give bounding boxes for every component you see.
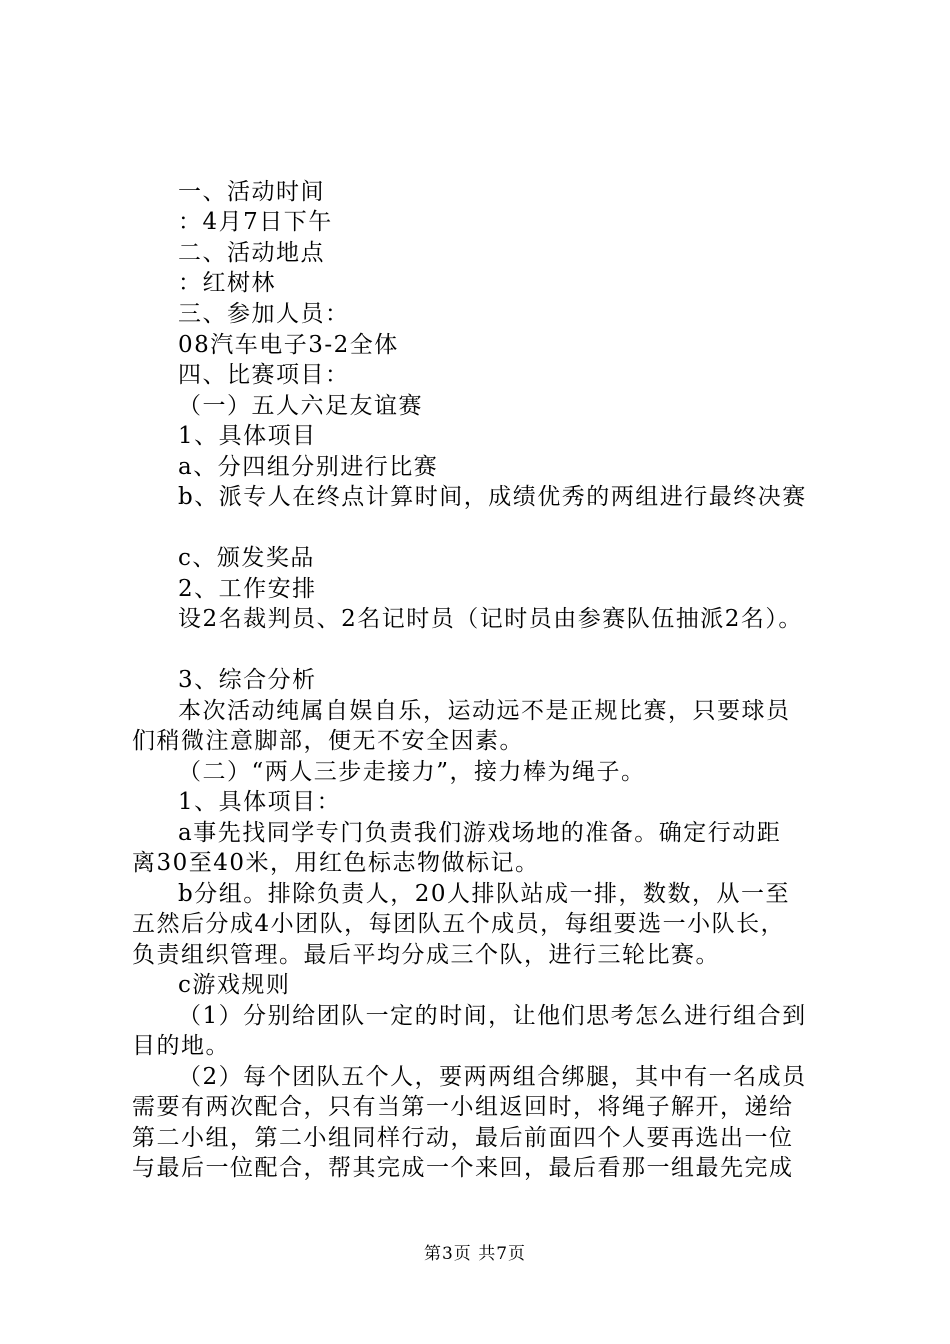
item-specific-program: 1、具体项目 xyxy=(178,423,317,449)
page-number-footer: 第3页 共7页 xyxy=(423,1244,527,1264)
text-rule-2-line-4: 与最后一位配合，帮其完成一个来回，最后看那一组最先完成 xyxy=(132,1155,794,1181)
text-rule-2-line-3: 第二小组，第二小组同样行动，最后前面四个人要再选出一位 xyxy=(132,1125,794,1151)
text-b-grouping-line-1: b分组。排除负责人，20人排队站成一排，数数，从一至 xyxy=(178,881,790,907)
heading-activity-time: 一、活动时间 xyxy=(178,179,325,205)
item-c-rules: c游戏规则 xyxy=(178,972,291,998)
text-b-grouping-line-2: 五然后分成4小团队，每团队五个成员，每组要选一小队长， xyxy=(132,911,786,937)
text-a-venue-line-2: 离30至40米，用红色标志物做标记。 xyxy=(132,850,540,876)
text-analysis-line-2: 们稍微注意脚部，便无不安全因素。 xyxy=(132,728,524,754)
text-a-venue-line-1: a事先找同学专门负责我们游戏场地的准备。确定行动距 xyxy=(178,820,782,846)
item-c-prizes: c、颁发奖品 xyxy=(178,545,315,571)
heading-activity-location: 二、活动地点 xyxy=(178,240,325,266)
item-analysis: 3、综合分析 xyxy=(178,667,317,693)
text-rule-2-line-1: （2）每个团队五个人，要两两组合绑腿，其中有一名成员 xyxy=(178,1064,807,1090)
text-participants: 08汽车电子3-2全体 xyxy=(178,332,399,358)
heading-events: 四、比赛项目： xyxy=(178,362,350,388)
item-a-groups: a、分四组分别进行比赛 xyxy=(178,454,439,480)
heading-participants: 三、参加人员： xyxy=(178,301,350,327)
text-analysis-line-1: 本次活动纯属自娱自乐，运动远不是正规比赛，只要球员 xyxy=(178,698,791,724)
text-b-grouping-line-3: 负责组织管理。最后平均分成三个队，进行三轮比赛。 xyxy=(132,942,720,968)
text-referees: 设2名裁判员、2名记时员（记时员由参赛队伍抽派2名）。 xyxy=(178,606,803,632)
text-rule-1-line-1: （1）分别给团队一定的时间，让他们思考怎么进行组合到 xyxy=(178,1003,807,1029)
subheading-event-one: （一）五人六足友谊赛 xyxy=(178,393,423,419)
text-rule-2-line-2: 需要有两次配合，只有当第一小组返回时，将绳子解开，递给 xyxy=(132,1094,794,1120)
text-rule-1-line-2: 目的地。 xyxy=(132,1033,230,1059)
subheading-event-two: （二）“两人三步走接力”，接力棒为绳子。 xyxy=(178,759,646,785)
text-activity-location: ：红树林 xyxy=(178,270,276,296)
text-activity-time: ：4月7日下午 xyxy=(178,209,333,235)
item-b-timing: b、派专人在终点计算时间，成绩优秀的两组进行最终决赛 xyxy=(178,484,807,510)
item-work-arrangement: 2、工作安排 xyxy=(178,576,317,602)
item-specific-program-two: 1、具体项目： xyxy=(178,789,342,815)
